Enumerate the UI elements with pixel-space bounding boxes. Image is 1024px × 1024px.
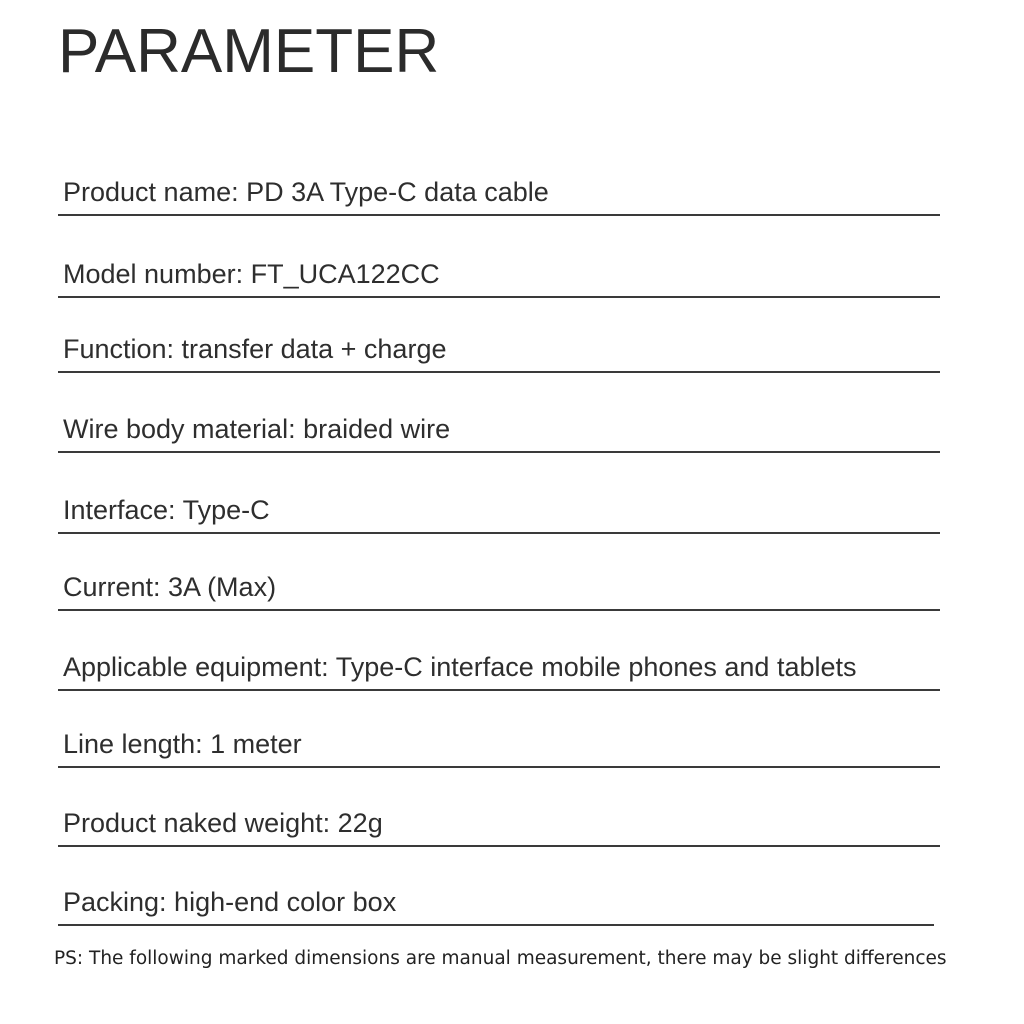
parameter-row-current [58, 569, 940, 611]
parameter-row-product-naked-weight [58, 805, 940, 847]
parameter-text: Function: transfer data + charge [63, 334, 447, 364]
parameter-text: Packing: high-end color box [63, 887, 397, 917]
parameter-text: Product naked weight: 22g [63, 808, 383, 838]
parameter-text: Wire body material: braided wire [63, 414, 451, 444]
parameter-row-packing [58, 884, 934, 926]
parameter-text: Interface: Type-C [63, 495, 270, 525]
parameter-row-line-length [58, 726, 940, 768]
parameter-row-model-number [58, 256, 940, 298]
parameter-row-function [58, 331, 940, 373]
parameter-text: Product name: PD 3A Type-C data cable [63, 177, 549, 207]
measurement-note: PS: The following marked dimensions are manual measurement, there may be slight differences [54, 948, 947, 969]
parameter-row-applicable-equipment [58, 649, 940, 691]
parameter-text: Applicable equipment: Type-C interface mobile phones and tablets [63, 652, 857, 682]
parameter-row-wire-body-material [58, 411, 940, 453]
parameter-row-interface [58, 492, 940, 534]
parameter-text: Line length: 1 meter [63, 729, 302, 759]
page-title: PARAMETER [58, 17, 440, 86]
parameter-text: Model number: FT_UCA122CC [63, 259, 440, 289]
parameter-text: Current: 3A (Max) [63, 572, 277, 602]
parameter-row-product-name [58, 174, 940, 216]
